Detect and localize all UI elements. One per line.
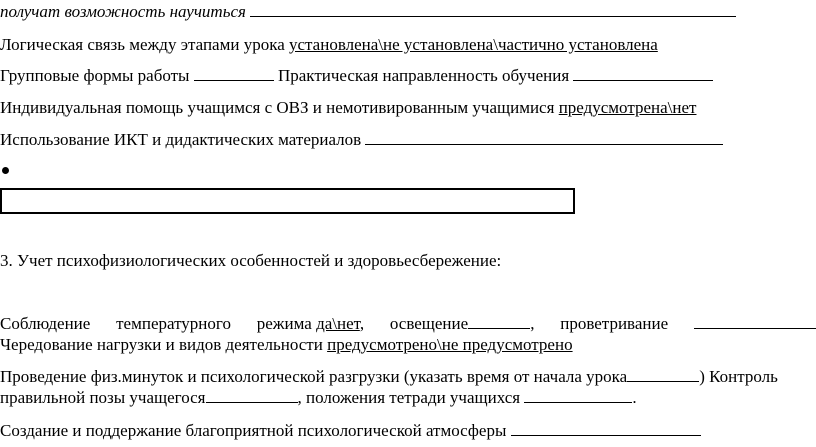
comma: , (359, 314, 365, 333)
empty-box[interactable] (0, 188, 575, 214)
temperature-regime-group (257, 314, 364, 334)
comma-2: , (530, 314, 535, 333)
alternation-label: Чередование нагрузки и видов деятельности (0, 335, 323, 354)
notebook-blank[interactable] (524, 388, 632, 403)
line-ict-usage (0, 130, 723, 150)
word-observance: Соблюдение (0, 314, 91, 333)
line-physical-minutes (0, 367, 778, 387)
lighting-group (390, 314, 535, 334)
temperature-options: да\нет (316, 314, 360, 333)
group-work-label: Групповые формы работы (0, 66, 190, 85)
line-group-work (0, 66, 713, 86)
atmosphere-blank[interactable] (511, 421, 701, 436)
posture-blank[interactable] (206, 388, 298, 403)
line-alternation (0, 335, 573, 355)
blank-field[interactable] (250, 2, 736, 17)
lighting-blank[interactable] (468, 314, 530, 329)
ict-usage-label: Использование ИКТ и дидактических материалов (0, 130, 362, 149)
posture-label: правильной позы учащегося (0, 388, 206, 407)
individual-help-label: Индивидуальная помощь учащимся с ОВЗ и немотивированным учащимися (0, 98, 555, 117)
word-temperature: температурного (116, 314, 231, 333)
word-lighting: освещение (389, 314, 469, 333)
ict-usage-blank[interactable] (365, 130, 723, 145)
practical-orientation-blank[interactable] (573, 66, 713, 81)
logical-connection-options: установлена\не установлена\частично установлена (289, 35, 658, 54)
section-3-heading (0, 251, 501, 271)
physical-minutes-tail: ) Контроль (699, 367, 778, 386)
line-logical-connection (0, 35, 658, 55)
line-atmosphere (0, 421, 701, 441)
alternation-options: предусмотрено\не предусмотрено (327, 335, 573, 354)
atmosphere-label: Создание и поддержание благоприятной психологической атмосферы (0, 421, 507, 440)
ventilation-blank[interactable] (694, 314, 816, 329)
word-regime: режима (256, 314, 312, 333)
notebook-label: , положения тетради учащихся (297, 388, 521, 407)
line-posture (0, 388, 637, 408)
line-temperature (0, 314, 816, 334)
line-learning-opportunity-label: получат возможность научиться (0, 2, 246, 21)
section-3-heading-text: 3. Учет психофизиологических особенностей и здоровьесбережение: (0, 251, 502, 270)
physical-minutes-text: Проведение физ.минуток и психологической разгрузки (указать время от начала урока (0, 367, 628, 386)
logical-connection-label: Логическая связь между этапами урока (0, 35, 285, 54)
bullet-icon (2, 167, 9, 174)
individual-help-options: предусмотрена\нет (558, 98, 697, 117)
line-individual-help (0, 98, 696, 118)
group-work-blank[interactable] (194, 66, 274, 81)
practical-orientation-label: Практическая направленность обучения (277, 66, 570, 85)
word-ventilation: проветривание (560, 314, 669, 333)
physical-minutes-blank[interactable] (627, 367, 699, 382)
period: . (632, 388, 637, 407)
line-learning-opportunity (0, 2, 736, 22)
